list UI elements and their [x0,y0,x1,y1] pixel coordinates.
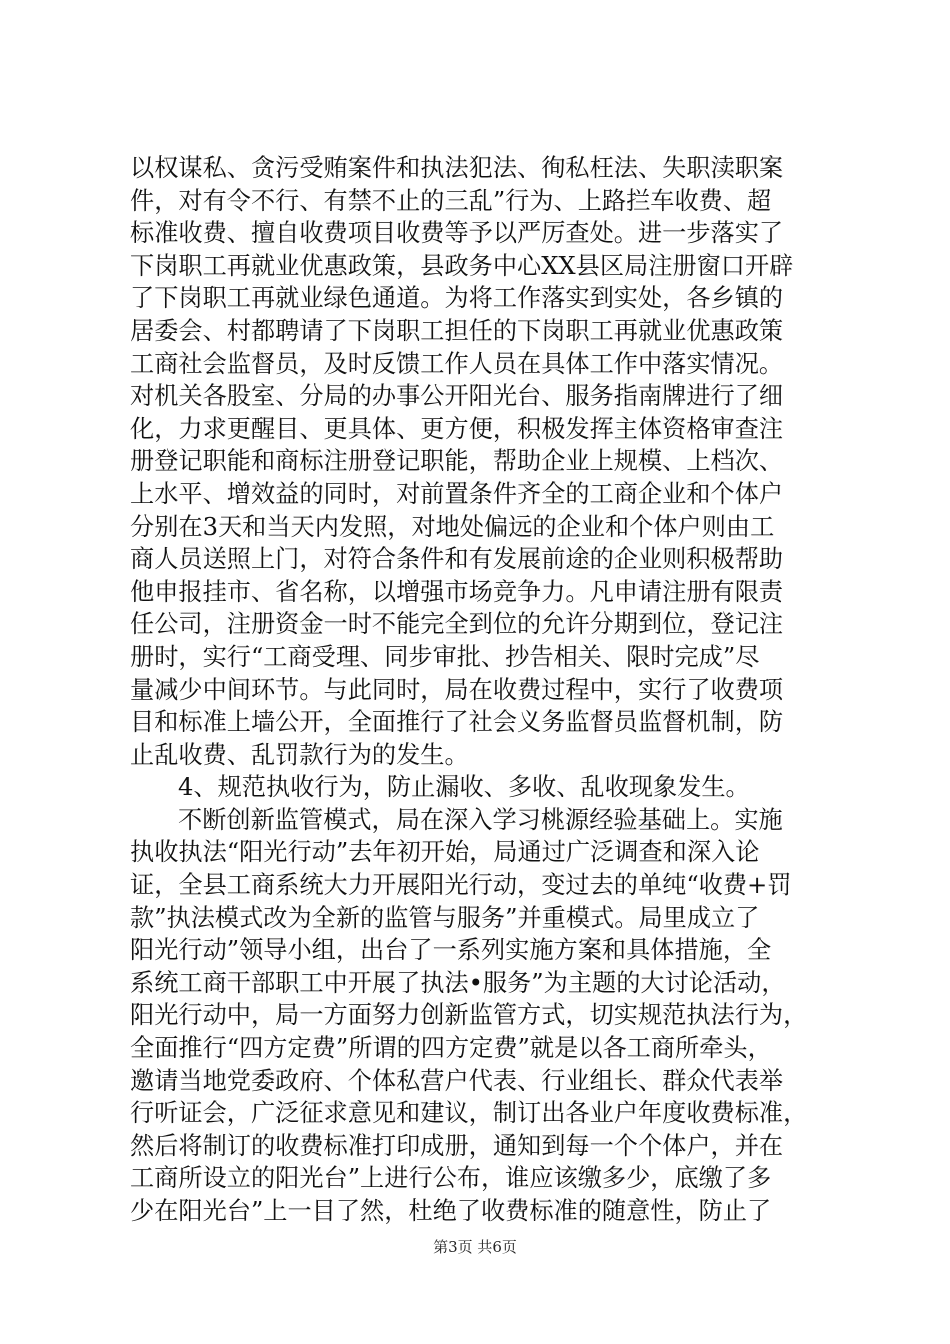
text-line: 册时，实行“工商受理、同步审批、抄告相关、限时完成”尽 [130,642,760,671]
text-line: 标准收费、擅自收费项目收费等予以严厉查处。进一步落实了 [130,219,784,248]
text-line: 款”执法模式改为全新的监管与服务”并重模式。局里成立了 [130,903,760,932]
text-line: 下岗职工再就业优惠政策，县政务中心XX县区局注册窗口开辟 [130,251,794,280]
body-text [130,152,830,1228]
text-line: 他申报挂市、省名称，以增强市场竞争力。凡申请注册有限责 [130,577,784,606]
text-line: 册登记职能和商标注册登记职能，帮助企业上规模、上档次、 [130,447,784,476]
text-line: 居委会、村都聘请了下岗职工担任的下岗职工再就业优惠政策 [130,316,784,345]
text-line: 少在阳光台”上一目了然，杜绝了收费标准的随意性，防止了 [130,1197,772,1225]
text-line: 对机关各股室、分局的办事公开阳光台、服务指南牌进行了细 [130,382,784,411]
text-line: 件，对有令不行、有禁不止的三乱”行为、上路拦车收费、超 [130,186,772,215]
text-line: 上水平、增效益的同时，对前置条件齐全的工商企业和个体户 [130,479,784,508]
text-line: 量减少中间环节。与此同时，局在收费过程中，实行了收费项 [130,675,784,704]
text-line: 阳光行动”领导小组，出台了一系列实施方案和具体措施，全 [130,936,772,965]
text-line: 工商所设立的阳光台”上进行公布，谁应该缴多少，底缴了多 [130,1164,772,1193]
text-line: 全面推行“四方定费”所谓的四方定费”就是以各工商所牵头， [130,1034,772,1063]
text-line: 商人员送照上门，对符合条件和有发展前途的企业则积极帮助 [130,545,784,574]
text-line: 执收执法“阳光行动”去年初开始，局通过广泛调查和深入论 [130,838,760,867]
text-line: 不断创新监管模式，局在深入学习桃源经验基础上。实施 [178,805,783,834]
text-line: 了下岗职工再就业绿色通道。为将工作落实到实处，各乡镇的 [130,284,784,313]
page-footer: 第3页 共6页 [433,1238,517,1256]
text-line: 证，全县工商系统大力开展阳光行动，变过去的单纯“收费+罚 [130,871,792,900]
text-line: 行听证会，广泛征求意见和建议，制订出各业户年度收费标准， [130,1099,808,1128]
section-heading: 4、规范执收行为，防止漏收、多收、乱收现象发生。 [178,773,750,802]
text-line: 止乱收费、乱罚款行为的发生。 [130,740,469,769]
text-line: 分别在3天和当天内发照，对地处偏远的企业和个体户则由工 [130,512,775,541]
text-line: 任公司，注册资金一时不能完全到位的允许分期到位，登记注 [130,610,784,639]
text-line: 系统工商干部职工中开展了执法•服务”为主题的大讨论活动， [130,968,786,997]
text-line: 工商社会监督员，及时反馈工作人员在具体工作中落实情况。 [130,349,784,378]
text-line: 阳光行动中，局一方面努力创新监管方式，切实规范执法行为， [130,1001,808,1030]
text-line: 以权谋私、贪污受贿案件和执法犯法、徇私枉法、失职渎职案 [130,154,784,182]
text-line: 目和标准上墙公开，全面推行了社会义务监督员监督机制，防 [130,708,784,737]
text-line: 然后将制订的收费标准打印成册，通知到每一个个体户，并在 [130,1131,784,1160]
text-line: 邀请当地党委政府、个体私营户代表、行业组长、群众代表举 [130,1066,784,1095]
text-line: 化，力求更醒目、更具体、更方便，积极发挥主体资格审查注 [130,414,784,443]
